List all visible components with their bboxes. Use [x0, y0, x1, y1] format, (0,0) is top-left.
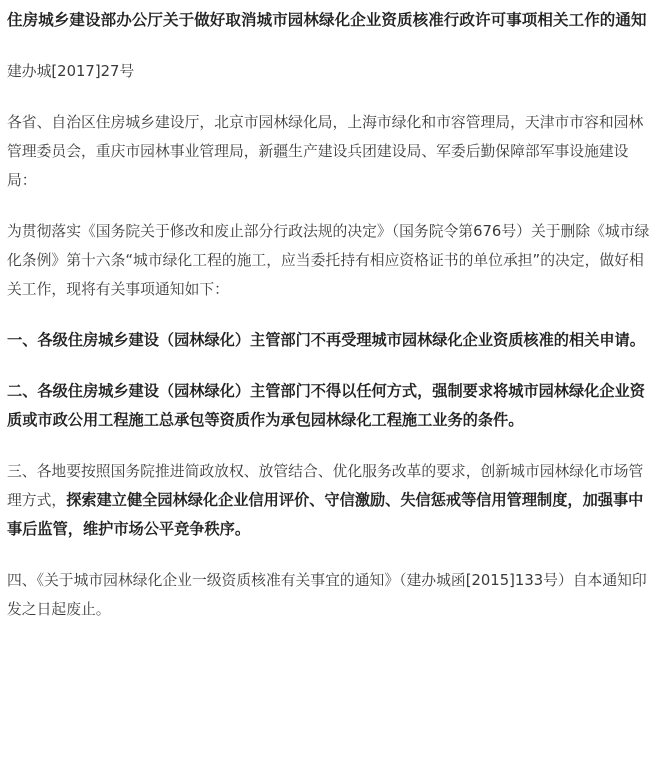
section-one: 一、各级住房城乡建设（园林绿化）主管部门不再受理城市园林绿化企业资质核准的相关申请。 [7, 331, 645, 349]
document-number: 建办城[2017]27号 [7, 63, 135, 80]
section-three-text: 三、各地要按照国务院推进简政放权、放管结合、优化服务改革的要求，创新城市园林绿化市场管理方式， [7, 463, 644, 509]
section-three [7, 457, 653, 544]
section-two: 二、各级住房城乡建设（园林绿化）主管部门不得以任何方式，强制要求将城市园林绿化企业资质或市政公用工程施工总承包等资质作为承包园林绿化工程施工业务的条件。 [7, 382, 645, 429]
document-title: 住房城乡建设部办公厅关于做好取消城市园林绿化企业资质核准行政许可事项相关工作的通知 [7, 11, 647, 29]
section-three-bold-text: 探索建立健全园林绿化企业信用评价、守信激励、失信惩戒等信用管理制度，加强事中事后监管，维护市场公平竞争秩序。 [7, 491, 644, 538]
section-four: 四、《关于城市园林绿化企业一级资质核准有关事宜的通知》（建办城函[2015]133号）自本通知印发之日起废止。 [7, 572, 647, 618]
intro-paragraph: 为贯彻落实《国务院关于修改和废止部分行政法规的决定》（国务院令第676号）关于删除《城市绿化条例》第十六条“城市绿化工程的施工，应当委托持有相应资格证书的单位承担”的决定，做好相关工作，现将有关事项通知如下： [7, 223, 650, 298]
addressees-paragraph: 各省、自治区住房城乡建设厅，北京市园林绿化局，上海市绿化和市容管理局，天津市市容和园林管理委员会，重庆市园林事业管理局，新疆生产建设兵团建设局、军委后勤保障部军事设施建设局： [7, 114, 644, 189]
